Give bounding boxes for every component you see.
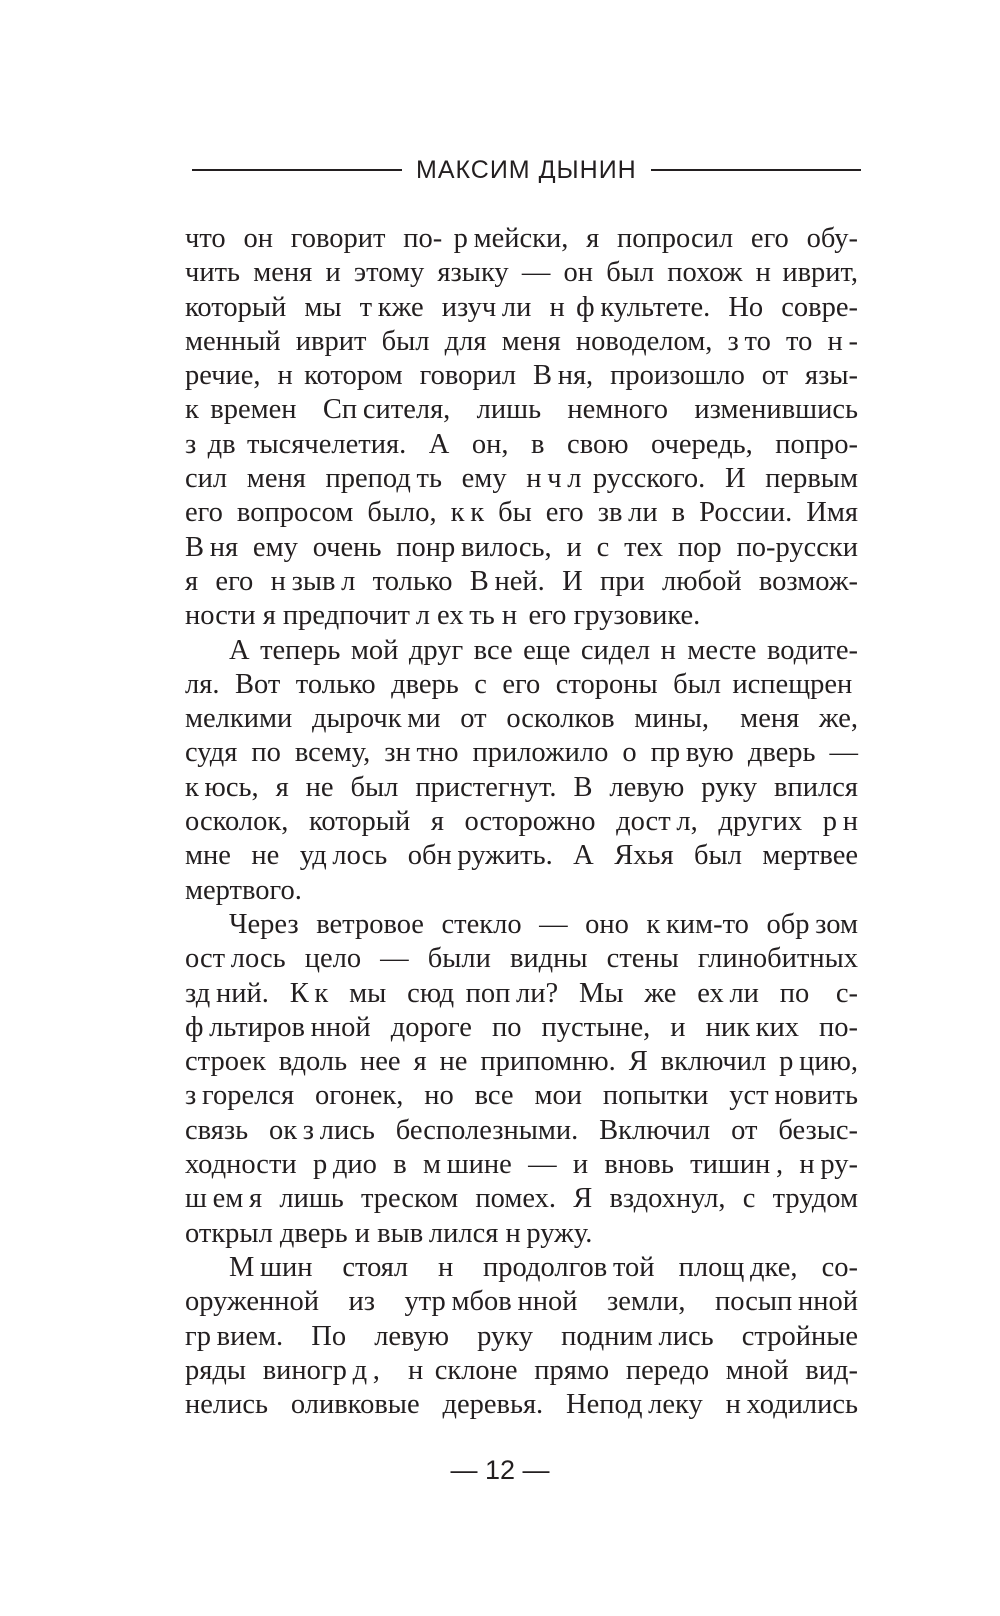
text-line: к времен Сп сителя, лишь немного изменившись — [185, 394, 858, 426]
text-line: его вопросом было, к к бы его зв ли в России. Имя — [185, 497, 858, 529]
text-line: зд ний. К к мы сюд поп ли? Мы же ех ли по с- — [185, 977, 858, 1009]
text-line: ряды виногр д , н склоне прямо передо мной вид- — [185, 1354, 858, 1386]
text-line: речие, н котором говорил В ня, произошло от язы- — [185, 360, 858, 392]
text-line: ф льтиров нной дороге по пустыне, и ник ких по- — [185, 1011, 858, 1043]
text-line: оруженной из утр мбов нной земли, посып нной — [185, 1286, 858, 1318]
text-line: я его н зыв л только В ней. И при любой возмож- — [185, 565, 858, 597]
text-line: к юсь, я не был пристегнут. В левую руку впился — [185, 771, 858, 803]
text-line: мне не уд лось обн ружить. А Яхья был мертвее — [185, 840, 858, 872]
text-line: связь ок з лись бесполезными. Включил от безыс- — [185, 1114, 858, 1146]
text-line: Через ветровое стекло — оно к ким-то обр зом — [229, 908, 858, 940]
paragraph-3 — [185, 908, 858, 1251]
text-line: з горелся огонек, но все мои попытки уст новить — [185, 1080, 858, 1112]
header-rule-right — [651, 169, 861, 171]
body-text — [185, 222, 858, 1422]
author-name: МАКСИМ ДЫНИН — [416, 155, 637, 184]
paragraph-4 — [185, 1251, 858, 1422]
text-line: чить меня и этому языку — он был похож н иврит, — [185, 257, 858, 289]
text-line: нелись оливковые деревья. Непод леку н ходились — [185, 1389, 858, 1421]
text-line: мертвого. — [185, 874, 302, 906]
text-line: осколок, который я осторожно дост л, других р н — [185, 806, 858, 838]
text-line: что он говорит по- р мейски, я попросил его обу- — [185, 223, 858, 254]
text-line: ности я предпочит л ех ть н его грузовике. — [185, 600, 701, 632]
text-line: ля. Вот только дверь с его стороны был испещрен — [185, 668, 858, 700]
text-line: открыл дверь и выв лился н ружу. — [185, 1217, 593, 1249]
text-line: А теперь мой друг все еще сидел н месте водите- — [229, 634, 858, 666]
text-line: М шин стоял н продолгов той площ дке, со- — [229, 1251, 858, 1283]
text-line: ходности р дио в м шине — и вновь тишин , н ру- — [185, 1149, 858, 1181]
running-header — [192, 150, 852, 190]
text-line: ост лось цело — были видны стены глинобитных — [185, 943, 858, 975]
text-line: мелкими дырочк ми от осколков мины, меня же, — [185, 703, 858, 735]
paragraph-1 — [185, 222, 858, 634]
text-line: В ня ему очень понр вилось, и с тех пор по-русски — [185, 531, 858, 563]
text-line: сил меня препод ть ему н ч л русского. И первым — [185, 463, 858, 495]
text-line: который мы т кже изуч ли н ф культете. Но совре- — [185, 291, 858, 323]
paragraph-2 — [185, 634, 858, 908]
text-line: строек вдоль нее я не припомню. Я включил р цию, — [185, 1046, 858, 1078]
text-line: ш ем я лишь треском помех. Я вздохнул, с трудом — [185, 1183, 858, 1215]
header-rule-left — [192, 169, 402, 171]
text-line: менный иврит был для меня новоделом, з то то н - — [185, 325, 858, 357]
text-line: гр вием. По левую руку подним лись стройные — [185, 1320, 858, 1352]
text-line: судя по всему, зн тно приложило о пр вую дверь — — [185, 737, 858, 769]
page-number: — 12 — — [450, 1455, 550, 1485]
text-line: з дв тысячелетия. А он, в свою очередь, попро- — [185, 428, 858, 460]
